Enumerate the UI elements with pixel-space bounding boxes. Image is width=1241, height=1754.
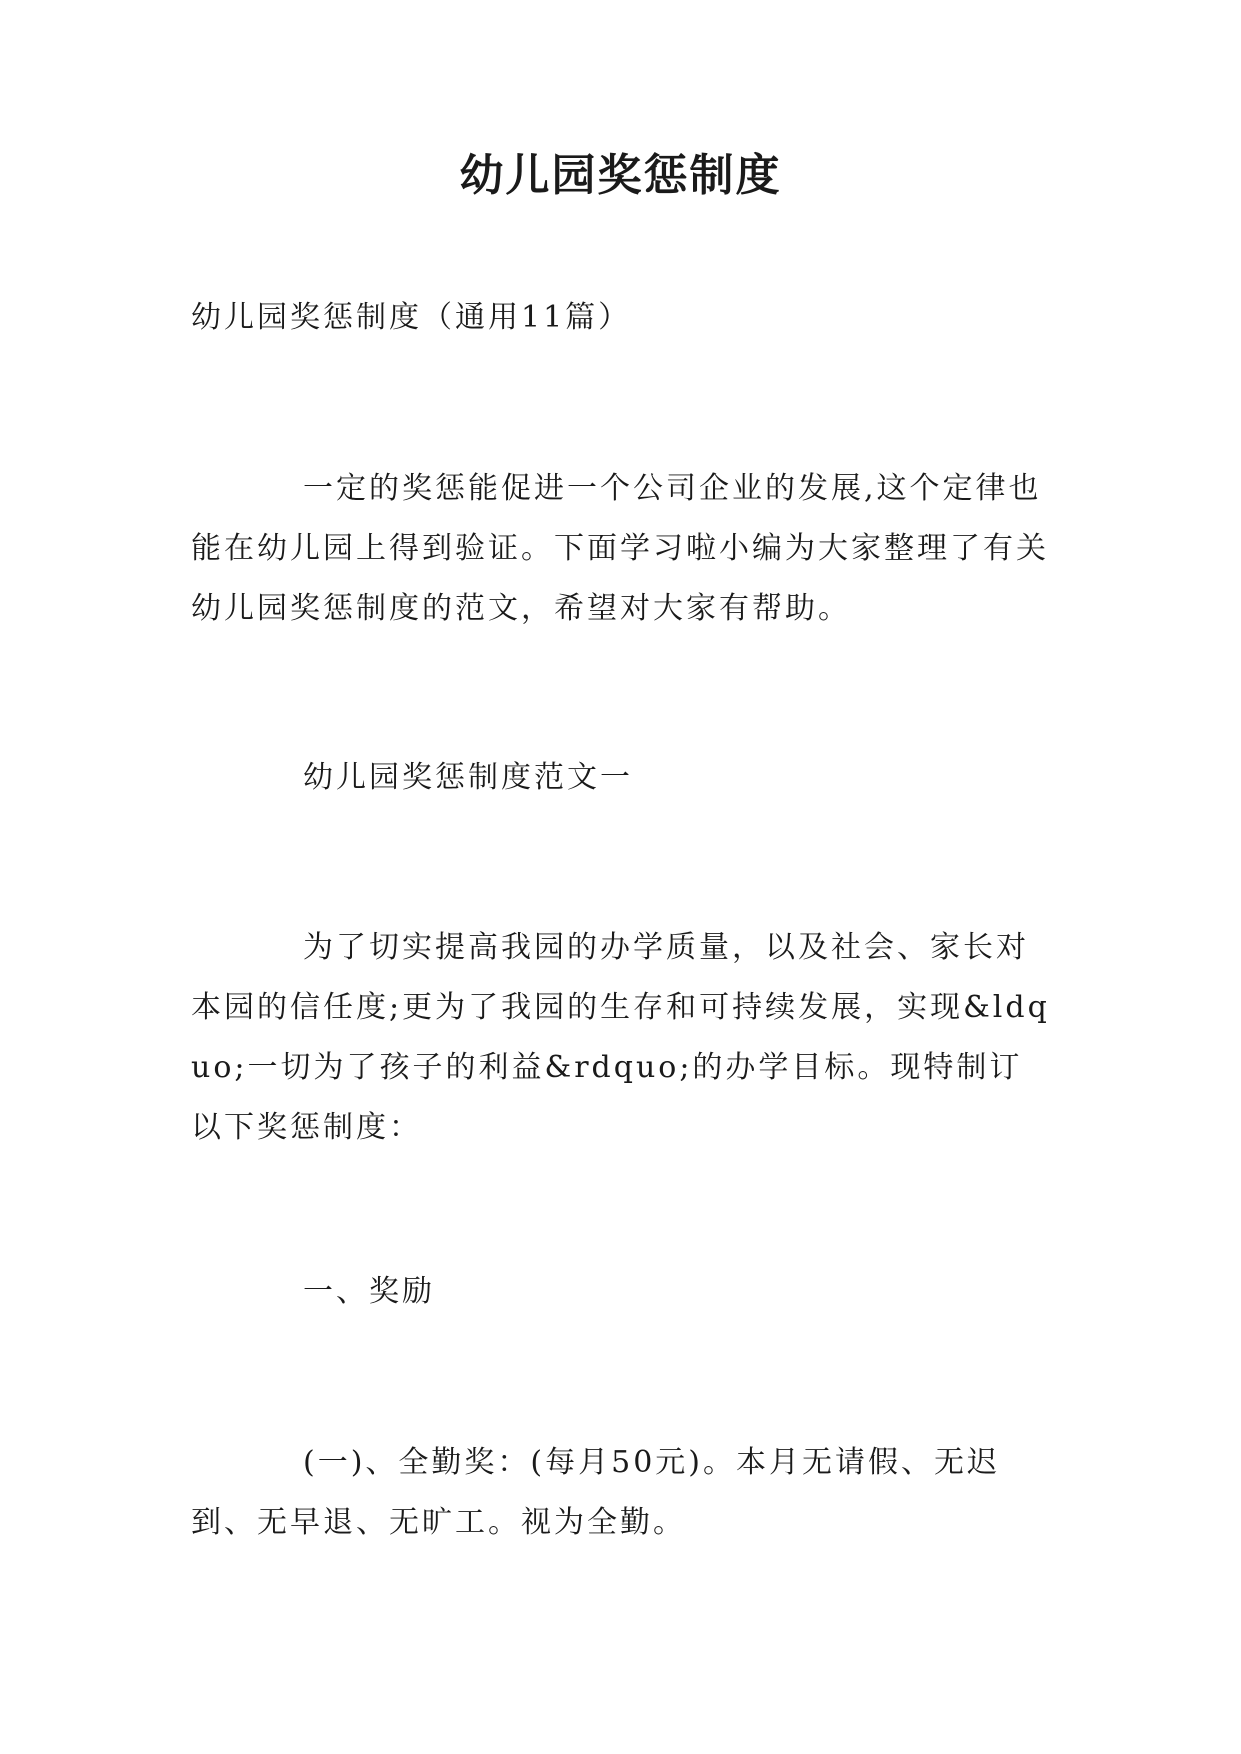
document-title: 幼儿园奖惩制度 (459, 150, 782, 201)
purpose-paragraph: 为了切实提高我园的办学质量，以及社会、家长对本园的信任度;更为了我园的生存和可持续发展，实现&ldquo;一切为了孩子的利益&rdquo;的办学目标。现特制订以下奖惩制度： (191, 930, 1050, 1145)
document-subtitle: 幼儿园奖惩制度（通用11篇） (191, 300, 632, 335)
intro-paragraph: 一定的奖惩能促进一个公司企业的发展,这个定律也能在幼儿园上得到验证。下面学习啦小编为大家整理了有关幼儿园奖惩制度的范文，希望对大家有帮助。 (191, 471, 1049, 626)
reward-item-attendance: (一)、全勤奖：(每月50元)。本月无请假、无迟到、无早退、无旷工。视为全勤。 (191, 1445, 1000, 1540)
part-heading-rewards: 一、奖励 (303, 1274, 435, 1309)
section-heading: 幼儿园奖惩制度范文一 (303, 760, 633, 795)
